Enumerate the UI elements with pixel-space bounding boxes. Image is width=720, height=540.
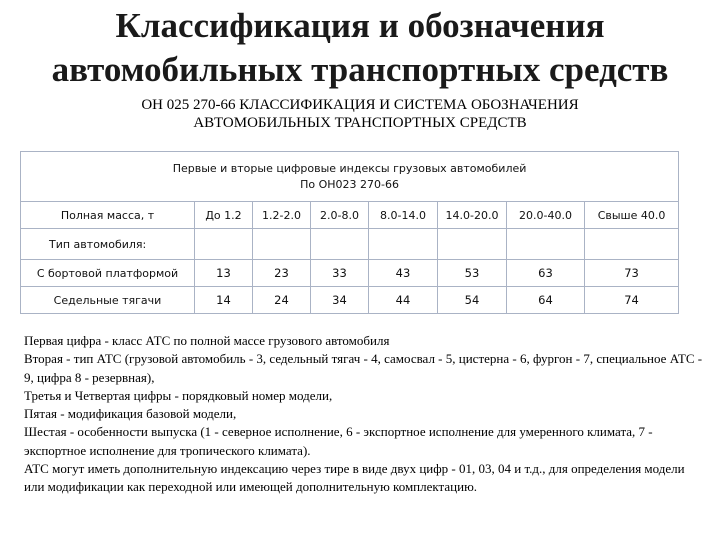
index-cell: 63: [507, 260, 585, 287]
index-cell: 14: [195, 287, 253, 314]
description-paragraph: Первая цифра - класс АТС по полной массе грузового автомобиля: [24, 333, 390, 348]
subtitle-line-1: ОН 025 270-66 КЛАССИФИКАЦИЯ И СИСТЕМА ОБОЗНАЧЕНИЯ: [141, 97, 579, 113]
mass-range: 8.0-14.0: [369, 202, 438, 229]
index-cell: 13: [195, 260, 253, 287]
page-title: [0, 4, 720, 92]
mass-range: 14.0-20.0: [438, 202, 507, 229]
row-label-tractor: Седельные тягачи: [21, 287, 195, 314]
index-cell: 54: [438, 287, 507, 314]
type-header: Тип автомобиля:: [21, 229, 195, 260]
index-cell: 34: [311, 287, 369, 314]
index-cell: 64: [507, 287, 585, 314]
table-caption-line-2: По ОН023 270-66: [300, 177, 399, 191]
table-caption: [21, 152, 679, 202]
description-paragraph: Шестая - особенности выпуска (1 - северное исполнение, 6 - экспортное исполнение для умеренного климата, 7 - экспортное исполнение для тропического климата).: [24, 424, 653, 458]
title-line-1: Классификация и обозначения: [115, 6, 605, 45]
description-paragraph: Третья и Четвертая цифры - порядковый номер модели,: [24, 387, 333, 403]
table-caption-line-1: Первые и вторые цифровые индексы грузовых автомобилей: [172, 161, 527, 175]
subtitle-line-2: АВТОМОБИЛЬНЫХ ТРАНСПОРТНЫХ СРЕДСТВ: [193, 115, 527, 131]
index-cell: 74: [585, 287, 679, 314]
mass-range: 1.2-2.0: [253, 202, 311, 229]
index-cell: 24: [253, 287, 311, 314]
mass-range: До 1.2: [195, 202, 253, 229]
index-cell: 23: [253, 260, 311, 287]
index-cell: 53: [438, 260, 507, 287]
description: [24, 332, 704, 497]
mass-header: Полная масса, т: [21, 202, 195, 229]
index-cell: 43: [369, 260, 438, 287]
table-row: [21, 287, 679, 314]
index-cell: 33: [311, 260, 369, 287]
mass-range: 20.0-40.0: [507, 202, 585, 229]
truck-index-table: [20, 151, 679, 314]
description-paragraph: АТС могут иметь дополнительную индексацию через тире в виде двух цифр - 01, 03, 04 и т.д., для определения модели или модификации как переходной или имеющей дополнительную комплектацию.: [24, 461, 685, 495]
table-row: [21, 260, 679, 287]
mass-range: Свыше 40.0: [585, 202, 679, 229]
index-cell: 73: [585, 260, 679, 287]
description-paragraph: Вторая - тип АТС (грузовой автомобиль - 3, седельный тягач - 4, самосвал - 5, цистерна - 6, фургон - 7, специальное АТС - 9, цифра 8 - резервная),: [24, 351, 703, 385]
index-cell: 44: [369, 287, 438, 314]
subtitle: [0, 96, 720, 132]
mass-range: 2.0-8.0: [311, 202, 369, 229]
row-label-flatbed: С бортовой платформой: [21, 260, 195, 287]
description-paragraph: Пятая - модификация базовой модели,: [24, 406, 237, 422]
title-line-2: автомобильных транспортных средств: [51, 50, 669, 89]
